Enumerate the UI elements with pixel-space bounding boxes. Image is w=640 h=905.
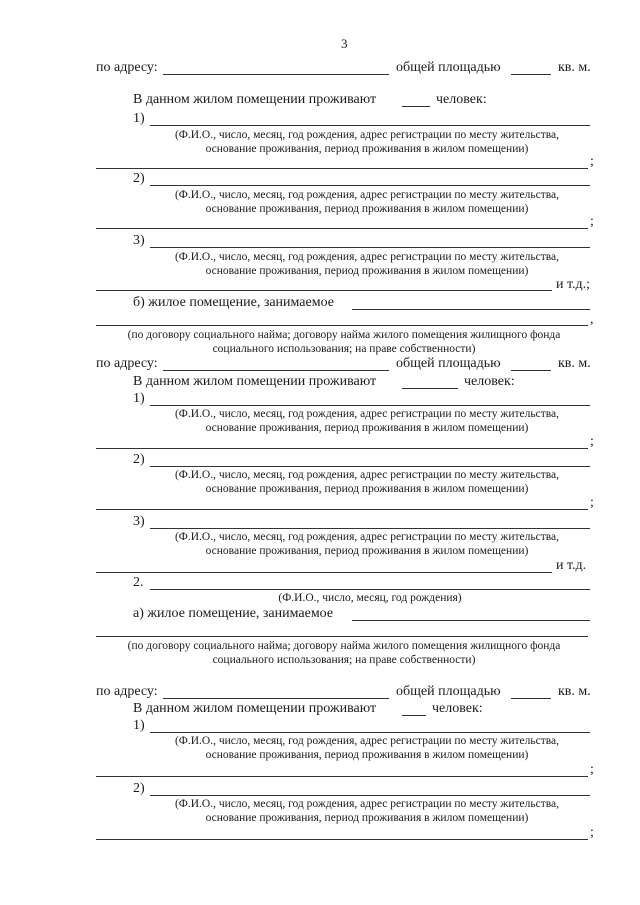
residing-label: В данном жилом помещении проживают [133, 701, 377, 716]
person-field[interactable] [150, 247, 590, 248]
page-number: 3 [341, 36, 348, 51]
person-continuation-field[interactable] [96, 776, 588, 777]
residing-suffix: человек: [464, 374, 515, 389]
person-number: 3) [133, 514, 145, 529]
person-hint: (Ф.И.О., число, месяц, год рождения, адрес регистрации по месту жительства, [174, 189, 560, 201]
person-hint: основание проживания, период проживания в жилом помещении) [205, 545, 529, 557]
address-label: по адресу: [96, 684, 158, 699]
area-field[interactable] [511, 74, 551, 75]
person-continuation-field[interactable] [96, 839, 588, 840]
person-continuation-field[interactable] [96, 509, 588, 510]
fio-hint: (Ф.И.О., число, месяц, год рождения) [278, 592, 462, 604]
person-field[interactable] [150, 185, 590, 186]
person-number: 1) [133, 391, 145, 406]
occupied-label: а) жилое помещение, занимаемое [133, 606, 334, 621]
etc-label: и т.д. [556, 558, 587, 573]
area-field[interactable] [511, 698, 551, 699]
address-field[interactable] [163, 698, 389, 699]
residing-suffix: человек: [432, 701, 483, 716]
person-hint: (Ф.И.О., число, месяц, год рождения, адрес регистрации по месту жительства, [174, 531, 560, 543]
address-field[interactable] [163, 74, 389, 75]
residing-label: В данном жилом помещении проживают [133, 374, 377, 389]
person-continuation-field[interactable] [96, 168, 588, 169]
area-label: общей площадью [396, 684, 501, 699]
person-field[interactable] [150, 466, 590, 467]
semicolon: ; [590, 762, 594, 777]
person-hint: (Ф.И.О., число, месяц, год рождения, адрес регистрации по месту жительства, [174, 735, 560, 747]
person-hint: (Ф.И.О., число, месяц, год рождения, адрес регистрации по месту жительства, [174, 251, 560, 263]
occupied-field[interactable] [352, 309, 590, 310]
person-number: 3) [133, 233, 145, 248]
person-hint: основание проживания, период проживания в жилом помещении) [205, 749, 529, 761]
basis-hint: социального использования; на праве собственности) [212, 343, 476, 355]
person-field[interactable] [150, 125, 590, 126]
person-hint: основание проживания, период проживания в жилом помещении) [205, 422, 529, 434]
person-field[interactable] [150, 589, 590, 590]
person-hint: (Ф.И.О., число, месяц, год рождения, адрес регистрации по месту жительства, [174, 408, 560, 420]
person-number: 2) [133, 452, 145, 467]
residents-count-field[interactable] [402, 388, 458, 389]
address-label: по адресу: [96, 60, 158, 75]
semicolon: ; [590, 434, 594, 449]
person-continuation-field[interactable] [96, 228, 588, 229]
person-hint: основание проживания, период проживания в жилом помещении) [205, 265, 529, 277]
occupied-continuation-field[interactable] [96, 325, 588, 326]
basis-hint: (по договору социального найма; договору найма жилого помещения жилищного фонда [127, 640, 561, 652]
basis-hint: социального использования; на праве собственности) [212, 654, 476, 666]
sqm-label: кв. м. [558, 60, 591, 75]
residents-count-field[interactable] [402, 715, 426, 716]
person-hint: основание проживания, период проживания в жилом помещении) [205, 203, 529, 215]
semicolon: ; [590, 214, 594, 229]
address-label: по адресу: [96, 356, 158, 371]
sqm-label: кв. м. [558, 356, 591, 371]
occupied-continuation-field[interactable] [96, 636, 588, 637]
semicolon: ; [590, 154, 594, 169]
area-label: общей площадью [396, 356, 501, 371]
person-hint: (Ф.И.О., число, месяц, год рождения, адрес регистрации по месту жительства, [174, 129, 560, 141]
semicolon: ; [590, 495, 594, 510]
area-field[interactable] [511, 370, 551, 371]
semicolon: ; [590, 825, 594, 840]
person-number: 1) [133, 718, 145, 733]
item-number: 2. [133, 575, 144, 590]
residing-label: В данном жилом помещении проживают [133, 92, 377, 107]
person-continuation-field[interactable] [96, 572, 552, 573]
person-hint: (Ф.И.О., число, месяц, год рождения, адрес регистрации по месту жительства, [174, 469, 560, 481]
person-field[interactable] [150, 528, 590, 529]
area-label: общей площадью [396, 60, 501, 75]
person-hint: основание проживания, период проживания в жилом помещении) [205, 812, 529, 824]
person-field[interactable] [150, 795, 590, 796]
person-continuation-field[interactable] [96, 290, 552, 291]
person-hint: основание проживания, период проживания в жилом помещении) [205, 143, 529, 155]
occupied-label: б) жилое помещение, занимаемое [133, 295, 334, 310]
etc-label: и т.д.; [556, 277, 591, 292]
person-number: 1) [133, 111, 145, 126]
residing-suffix: человек: [436, 92, 487, 107]
person-field[interactable] [150, 405, 590, 406]
person-field[interactable] [150, 732, 590, 733]
occupied-field[interactable] [352, 620, 590, 621]
address-field[interactable] [163, 370, 389, 371]
person-hint: основание проживания, период проживания в жилом помещении) [205, 483, 529, 495]
comma: , [590, 312, 594, 327]
person-continuation-field[interactable] [96, 448, 588, 449]
residents-count-field[interactable] [402, 106, 430, 107]
person-hint: (Ф.И.О., число, месяц, год рождения, адрес регистрации по месту жительства, [174, 798, 560, 810]
person-number: 2) [133, 781, 145, 796]
person-number: 2) [133, 171, 145, 186]
basis-hint: (по договору социального найма; договору найма жилого помещения жилищного фонда [127, 329, 561, 341]
sqm-label: кв. м. [558, 684, 591, 699]
